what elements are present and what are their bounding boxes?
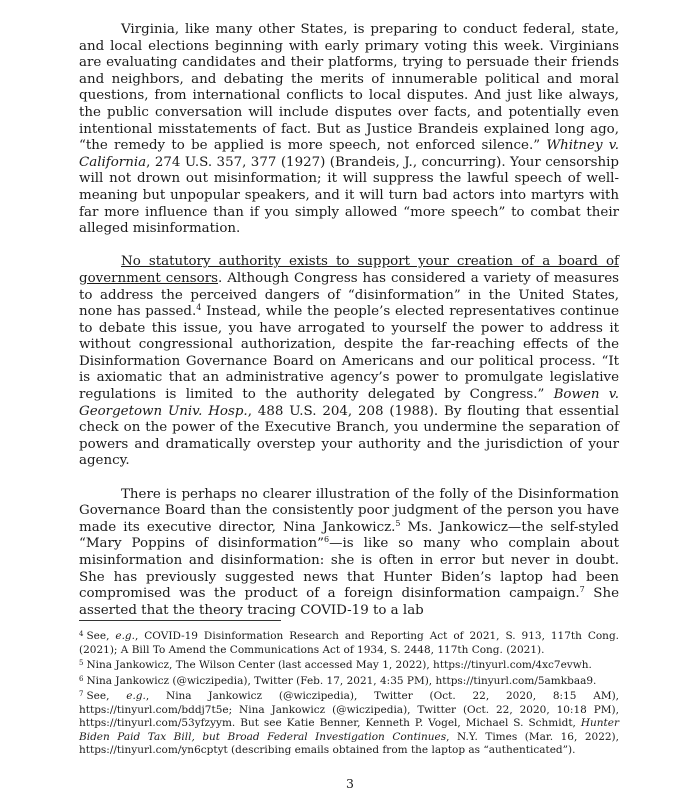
footnotes xyxy=(79,628,619,758)
footnote-7 xyxy=(79,688,619,758)
footnote-text: See, xyxy=(86,630,116,642)
footnote-divider xyxy=(79,620,281,621)
paragraph-1-text: Virginia, like many other States, is preparing to conduct federal, state, and local elections beginning with early primary voting this week. Virginians are evaluating candidates and their platforms, trying to persuade their friends and neighbors, and debating the merits of innumerable political and moral questions, from international conflicts to local disputes. And just like always, the public conversation will include disputes over facts, and potentially even intentional misstatements of fact. But as Justice Brandeis explained long ago, “the remedy to be applied is more speech, not enforced silence.” xyxy=(79,22,619,154)
page-number: 3 xyxy=(346,776,354,791)
footnote-article-title: Hunter Biden Paid Tax Bill, but Broad Federal Investigation Continues xyxy=(79,717,619,743)
footnote-6 xyxy=(79,673,619,689)
footnote-ref-5: 5 xyxy=(395,518,401,528)
footnote-mark: 4 xyxy=(79,630,84,638)
footnote-4 xyxy=(79,628,619,657)
footnote-text-cont: , COVID-19 Disinformation Research and Reporting Act of 2021, S. 913, 117th Cong. (2021); A Bill To Amend the Communications Act of 1934, S. 2448, 117th Cong. (2021). xyxy=(79,630,620,656)
footnote-5 xyxy=(79,657,619,673)
paragraph-2 xyxy=(79,254,619,470)
paragraph-2-text: . Although Congress has considered a variety of measures to address the perceived dangers of “disinformation” in the United States, none has passed. xyxy=(79,270,619,320)
paragraph-3-text-cont: Ms. Jankowicz—the self-styled “Mary Poppins of disinformation” xyxy=(79,519,619,552)
footnote-text-end: , N.Y. Times (Mar. 16, 2022), https://tinyurl.com/yn6cptyt (describing emails obtained from the laptop as “authenticated”). xyxy=(79,730,619,756)
letter-body xyxy=(79,22,619,636)
footnote-mark: 7 xyxy=(79,690,84,698)
paragraph-3 xyxy=(79,487,619,620)
paragraph-2-text-end: , 488 U.S. 204, 208 (1988). By flouting that essential check on the power of the Executive Branch, you undermine the separation of powers and dramatically overstep your authority and the jurisdiction of your agency. xyxy=(79,403,619,469)
footnote-ref-7: 7 xyxy=(579,585,585,595)
paragraph-3-text-mid: —is like so many who complain about misinformation and disinformation: she is often in error but never in doubt. She has previously suggested news that Hunter Biden’s laptop had been compromised was the product of a foreign disinformation campaign. xyxy=(79,536,619,602)
case-citation-whitney: Whitney v. California xyxy=(79,138,620,170)
footnote-text-cont: , Nina Jankowicz (@wiczipedia), Twitter (Oct. 22, 2020, 8:15 AM), https://tinyurl.com/bddj7t5e; Nina Jankowicz (@wiczipedia), Twitter (Oct. 22, 2020, 10:18 PM), https://tinyurl.com/53yfzyym. But see Katie Benner, Kenneth P. Vogel, Michael S. Schmidt, xyxy=(79,690,619,729)
footnote-ref-6: 6 xyxy=(324,535,330,545)
paragraph-2-underlined-heading: No statutory authority exists to support your creation of a board of government censors xyxy=(79,254,619,286)
paragraph-2-text-cont: Instead, while the people’s elected representatives continue to debate this issue, you have arrogated to yourself the power to address it without congressional authorization, despite the far-reaching effects of the Disinformation Governance Board on Americans and our political process. “It is axiomatic that an administrative agency’s power to promulgate legislative regulations is limited to the authority delegated by Congress.” xyxy=(79,304,620,403)
footnote-ref-4: 4 xyxy=(196,303,202,313)
footnote-signal: e.g. xyxy=(126,690,146,702)
footnote-mark: 6 xyxy=(79,674,84,683)
footnote-signal: e.g. xyxy=(115,630,135,642)
footnote-mark: 5 xyxy=(79,659,84,667)
footnote-text: See, xyxy=(86,690,127,702)
footnote-text: Nina Jankowicz, The Wilson Center (last accessed May 1, 2022), https://tinyurl.com/4xc7evwh. xyxy=(86,659,592,671)
paragraph-3-text-end: She asserted that the theory tracing COVID-19 to a lab xyxy=(79,586,619,618)
paragraph-1 xyxy=(79,22,619,238)
paragraph-3-text: There is perhaps no clearer illustration of the folly of the Disinformation Governance Board than the consistently poor judgment of the person you have made its executive director, Nina Jankowicz. xyxy=(79,486,619,535)
paragraph-1-text-cont: , 274 U.S. 357, 377 (1927) (Brandeis, J., concurring). Your censorship will not drown out misinformation; it will suppress the lawful speech of well-meaning but unpopular speakers, and it will turn bad actors into martyrs with far more influence than if you simply allowed “more speech” to combat their alleged misinformation. xyxy=(79,154,619,237)
case-citation-bowen: Bowen v. Georgetown Univ. Hosp. xyxy=(79,387,619,419)
footnote-text: Nina Jankowicz (@wiczipedia), Twitter (Feb. 17, 2021, 4:35 PM), https://tinyurl.com/5amkbaa9. xyxy=(86,674,597,687)
